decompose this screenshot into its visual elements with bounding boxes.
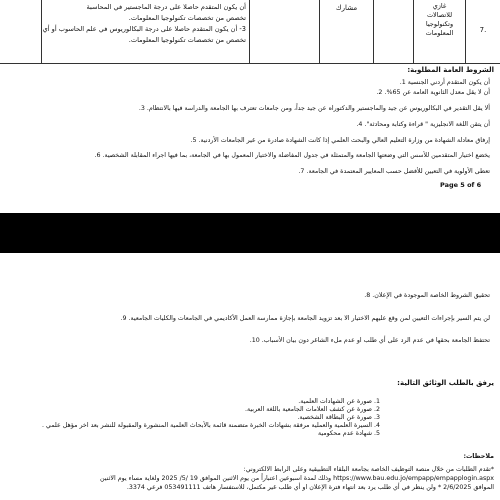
table-cell-major [414,0,466,64]
item-text: يخضع اختيار المتقدمين للأسس التي وضعتها الجامعة والمتمثلة في جدول المفاضلة والاختيار المعمول بها في الجامعة، بما فيها اجراء المقابلة الشخصية. [102,152,490,159]
list-item: 5. شهادة عدم محكومية [317,430,380,437]
major-line: غازي [432,2,447,10]
item-number: 8. [364,292,371,299]
table-cell-empty [0,0,42,64]
page-number: Page 5 of 6 [440,181,482,189]
qualification-line: أن يكون المتقدم حاصلا على درجة الماجستير في المحاسبة [86,3,246,11]
qualification-line: تخصص من تخصصات تكنولوجيا المعلومات. [128,36,246,44]
notes-line: *تقدم الطلبات من خلال منصة التوظيف الخاصة بجامعة البلقاء التطبيقية وعلى الرابط الالكتروني: [243,466,494,473]
qualification-line: 3- أن يكون المتقدم حاصلا على درجة البكالوريوس في علم الحاسوب أو أي [42,25,246,33]
table-cell-number: 7. [466,0,500,64]
item-text: لن يتم السير بإجراءات التعيين لمن وقع عليهم الاختيار الا بعد تزويد الجامعة بإجازة ممارسة العمل الأكاديمي في الجامعات والكليات الجامعية. [128,315,490,322]
item-text: تحقيق الشروط الخاصة الموجودة في الإعلان. [372,292,490,299]
item-number: 9. [120,315,127,322]
major-line: للاتصالات [426,11,453,19]
qualification-table-row [0,0,500,64]
item-number: 2. [376,89,383,96]
list-item [20,88,490,104]
page-divider [0,213,500,253]
major-line: المعلومات [425,29,454,37]
item-text: تعطى الأولوية في التعيين للأفضل حسب المعايير المعتمدة في الجامعة. [306,168,490,175]
documents-list [42,398,380,438]
item-text: تحتفظ الجامعة بحقها في عدم الرد على أي طلب او عدم ملء الشاغر دون بيان الأسباب. [261,337,490,344]
list-item [20,151,490,167]
notes-line: https://www.bau.edu.jo/empapp/empapplogin.aspx وذلك لمدة اسبوعين اعتباراً من يوم الاثنين الموافق 19 /5/ 2025 ولغاية مساء يوم الاثنين [100,475,494,482]
item-text: أن يكون المتقدم أردني الجنسية [407,79,490,86]
item-text: ألا يقل التقدير في البكالوريوس عن جيد والماجستير والدكتوراه عن جيد جداً، ومن جامعات تعترف بها الجامعة والدراسة فيها بالانتظام. [146,105,490,112]
general-conditions-list [20,78,490,177]
item-number: 10. [249,337,260,344]
document-page-top [0,0,500,213]
major-line: وتكنولوجيا [425,20,454,28]
document-page-bottom [0,253,500,500]
item-text: أن لا يقل معدل الثانوية العامة عن 65%. [384,89,490,96]
table-cell-qualifications [42,0,250,64]
item-number: 6. [94,152,101,159]
item-text: إرفاق معادلة الشهادة من وزارة التعليم العالي والبحث العلمي إذا كانت الشهادة صادرة من غير الجامعات الأردنية. [198,137,490,144]
qualification-line: تخصص من تخصصات تكنولوجيا المعلومات. [128,14,246,22]
list-item: 4. السيرة العلمية والعملية مرفقة بشهادات الخبرة متضمنة قائمة بالأبحاث العلمية المنشورة والمقبولة للنشر بعد اخر مؤهل علمي . [42,422,380,429]
list-item [20,314,490,336]
list-item [20,120,490,136]
list-item [20,291,490,314]
item-number: 4. [356,121,363,128]
list-item: 2. صورة عن كشف العلامات الجامعية باللغة العربية. [245,406,380,413]
list-item [20,167,490,177]
notes-title: ملاحظات: [463,453,494,460]
list-item [20,336,490,346]
item-number: 3. [138,105,145,112]
table-cell-position-type: مشارك [320,0,374,64]
general-conditions-title: الشروط العامة المطلوبة: [407,66,494,74]
list-item [20,136,490,151]
item-number: 5. [190,137,197,144]
notes-line: الموافق 2/6/2025 * ولن ينظر في أي طلب يرد بعد انتهاء فترة الإعلان او أي طلب غير مكتمل، للاستفسار هاتف 053491111 فرعي 3374. [126,484,494,491]
list-item [20,104,490,120]
documents-title: يرفق بالطلب الوثائق التالية: [397,379,494,387]
list-item [20,78,490,88]
table-cell-empty [374,0,414,64]
item-number: 1. [399,79,406,86]
more-conditions-list [20,291,490,346]
item-text: أن يتقن اللغة الانجليزية " قراءة وكتابة ومحادثة". [364,121,490,128]
item-number: 7. [298,168,305,175]
list-item: 3. صورة عن البطاقة الشخصية. [297,414,380,421]
notes-body [4,465,494,492]
list-item: 1. صورة عن الشهادات العلمية. [298,398,380,405]
table-cell-blank [250,0,320,64]
